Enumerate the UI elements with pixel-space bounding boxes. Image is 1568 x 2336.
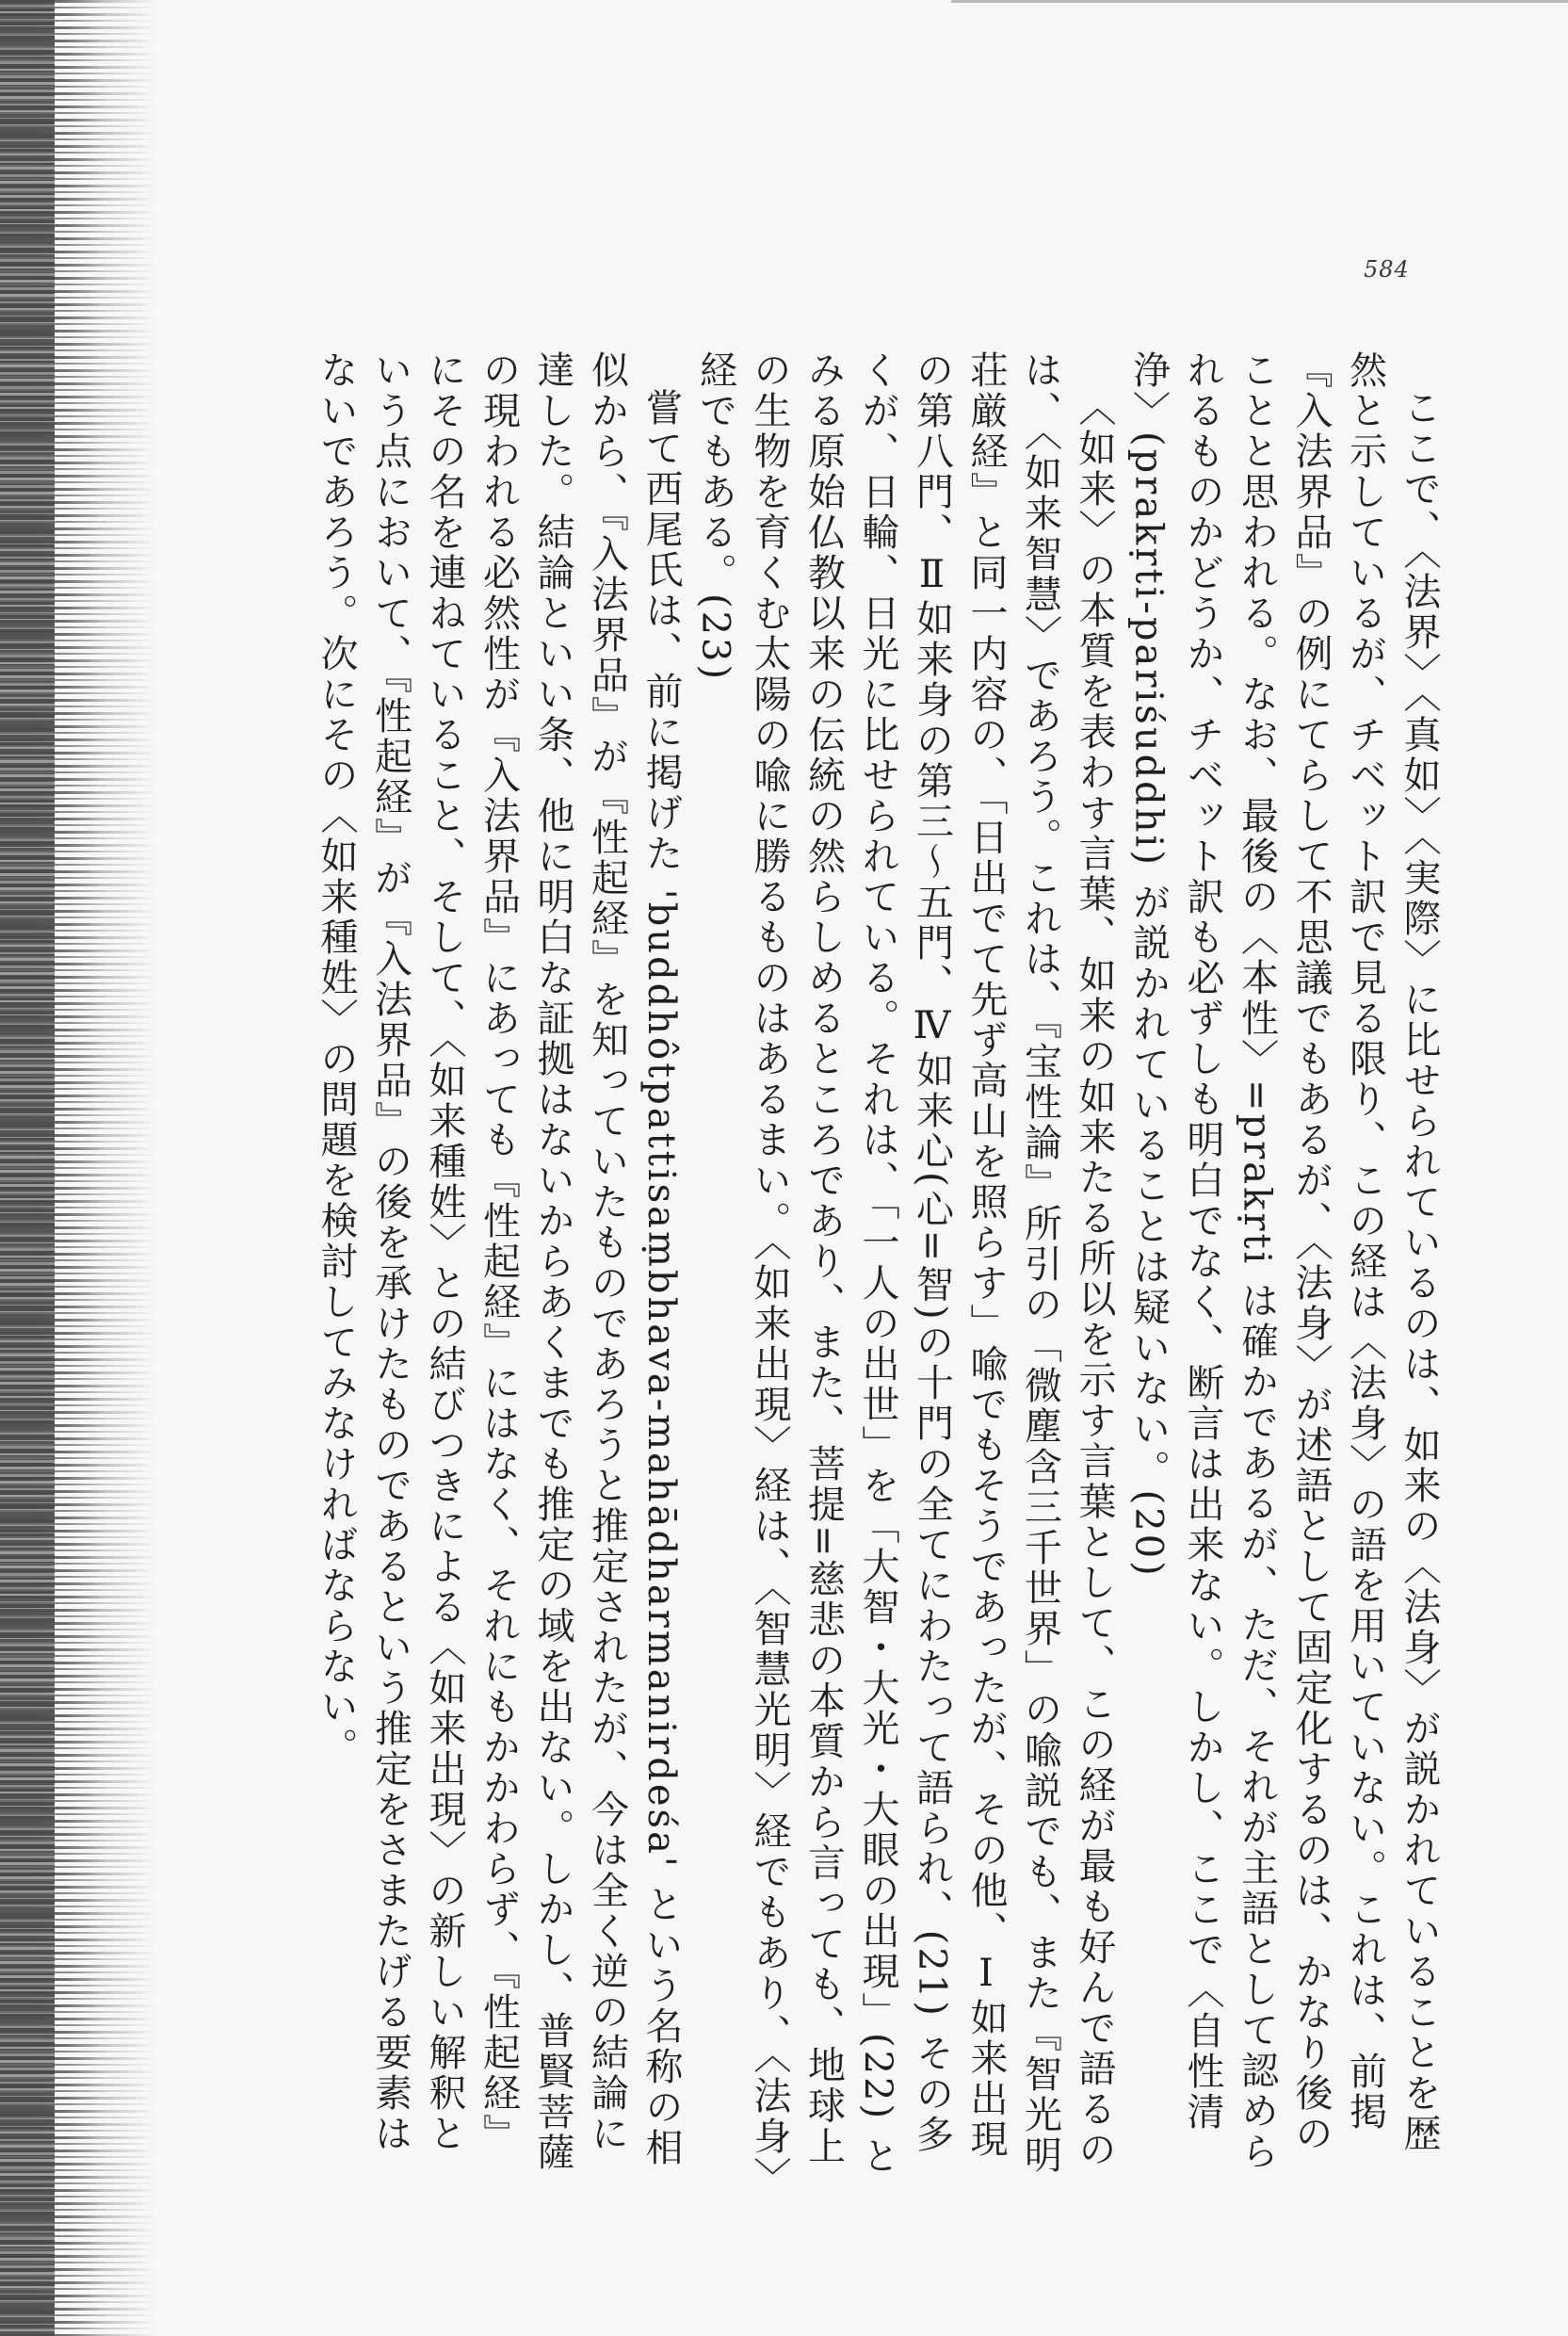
- body-text: [315, 350, 1446, 2187]
- page-top-edge: [951, 0, 1568, 3]
- page-binding-edge: [0, 0, 160, 2336]
- paragraph-3: 嘗て西尾氏は、前に掲げた 'buddhôtpattisaṃbhava-mahādharmanirdeśa' という名称の相似から、『入法界品』が『性起経』を知っていたものであろうと推定されたが、今は全く逆の結論に達した。結論といい条、他に明白な証拠はないからあくまでも推定の域を出ない。しかし、普賢菩薩の現われる必然性が『入法界品』にあっても『性起経』にはなく、それにもかかわらず、『性起経』にその名を連ねていること、そして、〈如来種姓〉との結びつきによる〈如来出現〉の新しい解釈という点において、『性起経』が『入法界品』の後を承けたものであるという推定をさまたげる要素はないであろう。次にその〈如来種姓〉の問題を検討してみなければならない。: [315, 350, 683, 2173]
- paragraph-1: ここで、〈法界〉〈真如〉〈実際〉に比せられているのは、如来の〈法身〉が説かれていることを歴然と示しているが、チベット訳で見る限り、この経は〈法身〉の語を用いていない。これは、前掲『入法界品』の例にてらして不思議でもあるが、〈法身〉が述語として固定化するのは、かなり後のことと思われる。なお、最後の〈本性〉=prakṛti は確かであるが、ただ、それが主語として認められるものかどうか、チベット訳も必ずしも明白でなく、断言は出来ない。しかし、ここで〈自性清浄〉(prakṛti-pariśuddhi) が説かれていることは疑いない。(20): [1126, 350, 1441, 2173]
- page-number: 584: [1364, 256, 1410, 283]
- paragraph-2: 〈如来〉の本質を表わす言葉、如来の如来たる所以を示す言葉として、この経が最も好んで語るのは、〈如来智慧〉であろう。これは、『宝性論』所引の「微塵含三千世界」の喩説でも、また『智光明荘厳経』と同一内容の、「日出でて先ず高山を照らす」喩でもそうであったが、その他、Ⅰ如来出現の第八門、Ⅱ如来身の第三〜五門、Ⅳ如来心(心=智)の十門の全てにわたって語られ、(21) その多くが、日輪、日光に比せられている。それは、「一人の出世」を「大智・大光・大眼の出現」(22) とみる原始仏教以来の伝統の然らしめるところであり、また、菩提=慈悲の本質から言っても、地球上の生物を育くむ太陽の喩に勝るものはあるまい。〈如来出現〉経は、〈智慧光明〉経でもあり、〈法身〉経でもある。(23): [693, 350, 1116, 2179]
